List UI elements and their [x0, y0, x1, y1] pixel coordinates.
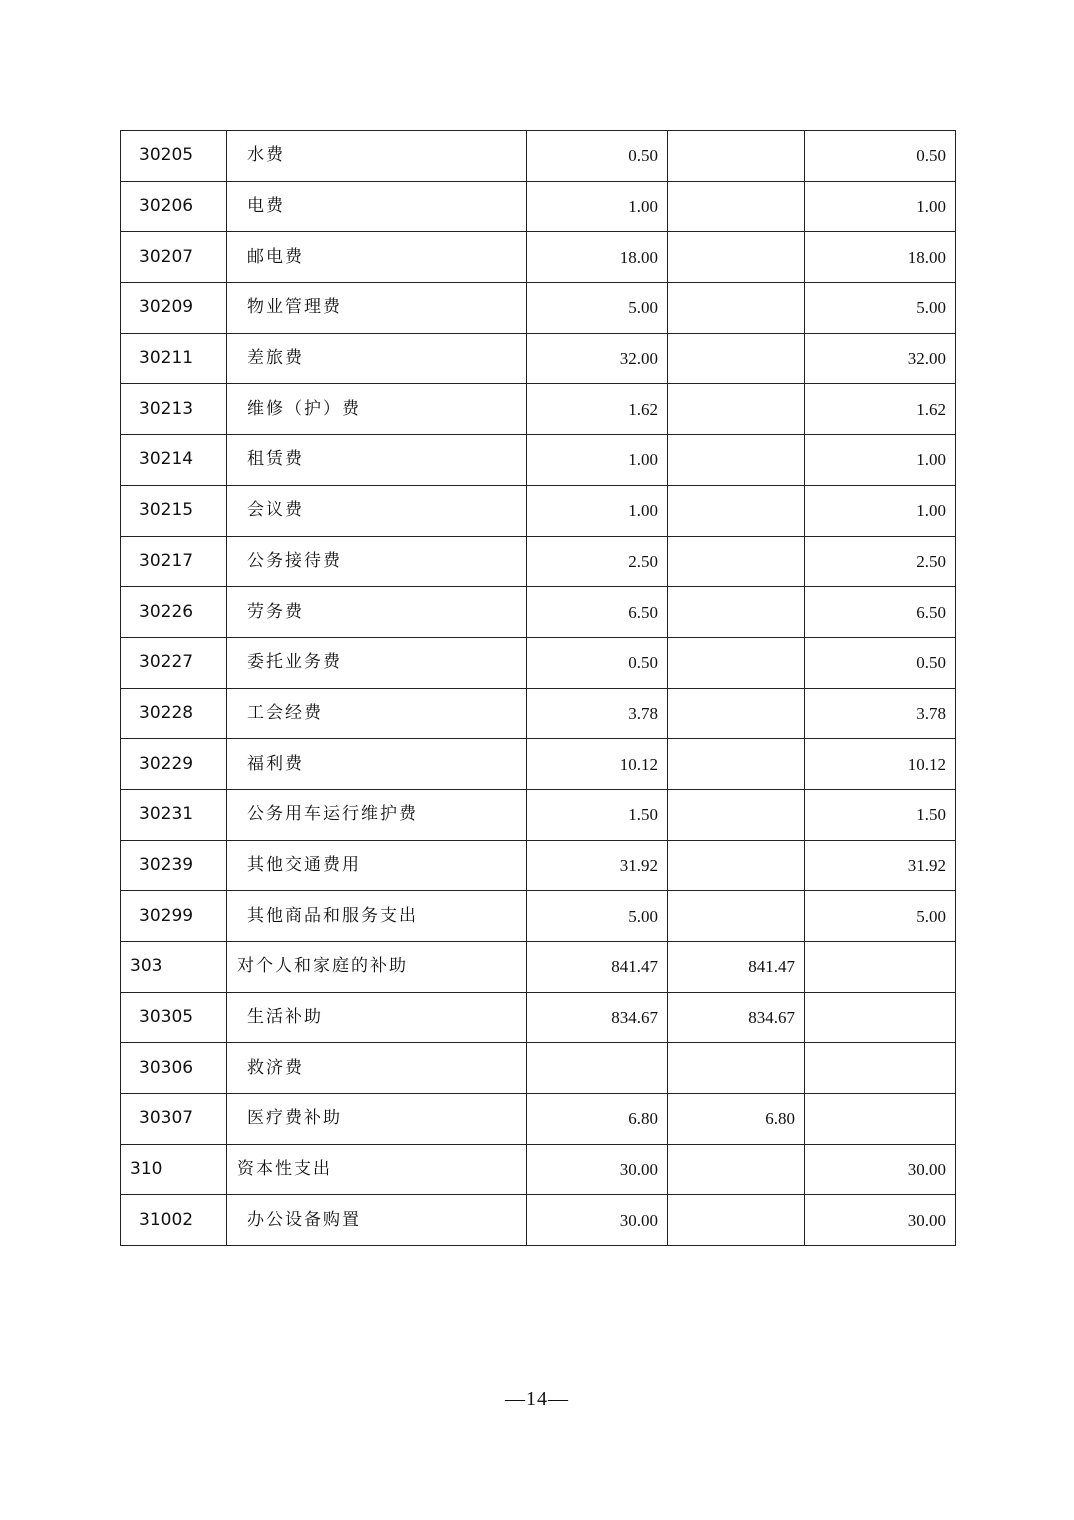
total-amount-cell: 0.50: [527, 637, 668, 688]
total-amount-cell: 841.47: [527, 942, 668, 993]
account-name-cell: 物业管理费: [227, 283, 527, 334]
account-code-cell: 30299: [121, 891, 227, 942]
account-name-cell: 劳务费: [227, 587, 527, 638]
basic-expenditure-cell: [668, 688, 805, 739]
total-amount-cell: 32.00: [527, 333, 668, 384]
total-amount-cell: 6.50: [527, 587, 668, 638]
account-code-cell: 30205: [121, 131, 227, 182]
basic-expenditure-cell: [668, 131, 805, 182]
total-amount-cell: 30.00: [527, 1195, 668, 1246]
table-row: [121, 992, 956, 1043]
account-name-cell: 水费: [227, 131, 527, 182]
basic-expenditure-cell: 841.47: [668, 942, 805, 993]
basic-expenditure-cell: [668, 181, 805, 232]
basic-expenditure-cell: 6.80: [668, 1094, 805, 1145]
table-row: [121, 485, 956, 536]
expenditure-table: [120, 130, 956, 1246]
account-name-cell: 租赁费: [227, 435, 527, 486]
account-code-cell: 30307: [121, 1094, 227, 1145]
project-expenditure-cell: 0.50: [805, 637, 956, 688]
table-row: [121, 1094, 956, 1145]
project-expenditure-cell: 30.00: [805, 1144, 956, 1195]
total-amount-cell: 1.00: [527, 435, 668, 486]
project-expenditure-cell: [805, 992, 956, 1043]
account-code-cell: 31002: [121, 1195, 227, 1246]
account-name-cell: 公务接待费: [227, 536, 527, 587]
project-expenditure-cell: 32.00: [805, 333, 956, 384]
project-expenditure-cell: 6.50: [805, 587, 956, 638]
account-code-cell: 30228: [121, 688, 227, 739]
account-name-cell: 救济费: [227, 1043, 527, 1094]
basic-expenditure-cell: [668, 536, 805, 587]
basic-expenditure-cell: [668, 1144, 805, 1195]
project-expenditure-cell: 31.92: [805, 840, 956, 891]
project-expenditure-cell: 1.00: [805, 485, 956, 536]
account-code-cell: 30211: [121, 333, 227, 384]
account-code-cell: 30226: [121, 587, 227, 638]
project-expenditure-cell: 18.00: [805, 232, 956, 283]
project-expenditure-cell: 1.62: [805, 384, 956, 435]
table-row: [121, 840, 956, 891]
account-code-cell: 303: [121, 942, 227, 993]
total-amount-cell: 10.12: [527, 739, 668, 790]
account-name-cell: 工会经费: [227, 688, 527, 739]
total-amount-cell: 2.50: [527, 536, 668, 587]
project-expenditure-cell: 5.00: [805, 891, 956, 942]
account-name-cell: 邮电费: [227, 232, 527, 283]
account-name-cell: 维修（护）费: [227, 384, 527, 435]
table-row: [121, 891, 956, 942]
total-amount-cell: 1.00: [527, 181, 668, 232]
table-row: [121, 384, 956, 435]
account-code-cell: 30239: [121, 840, 227, 891]
account-code-cell: 30215: [121, 485, 227, 536]
basic-expenditure-cell: [668, 587, 805, 638]
table-row: [121, 283, 956, 334]
account-name-cell: 福利费: [227, 739, 527, 790]
account-name-cell: 会议费: [227, 485, 527, 536]
basic-expenditure-cell: [668, 637, 805, 688]
table-row: [121, 1043, 956, 1094]
project-expenditure-cell: [805, 1094, 956, 1145]
table-row: [121, 637, 956, 688]
table-body: [121, 131, 956, 1246]
project-expenditure-cell: 5.00: [805, 283, 956, 334]
project-expenditure-cell: 1.00: [805, 435, 956, 486]
account-name-cell: 委托业务费: [227, 637, 527, 688]
basic-expenditure-cell: [668, 384, 805, 435]
account-code-cell: 30305: [121, 992, 227, 1043]
account-code-cell: 30217: [121, 536, 227, 587]
basic-expenditure-cell: [668, 739, 805, 790]
account-name-cell: 公务用车运行维护费: [227, 789, 527, 840]
table-row: [121, 333, 956, 384]
total-amount-cell: 834.67: [527, 992, 668, 1043]
account-name-cell: 对个人和家庭的补助: [227, 942, 527, 993]
basic-expenditure-cell: [668, 1195, 805, 1246]
total-amount-cell: 0.50: [527, 131, 668, 182]
basic-expenditure-cell: [668, 789, 805, 840]
basic-expenditure-cell: 834.67: [668, 992, 805, 1043]
account-name-cell: 其他商品和服务支出: [227, 891, 527, 942]
account-code-cell: 30306: [121, 1043, 227, 1094]
total-amount-cell: 18.00: [527, 232, 668, 283]
total-amount-cell: 31.92: [527, 840, 668, 891]
project-expenditure-cell: 2.50: [805, 536, 956, 587]
project-expenditure-cell: 10.12: [805, 739, 956, 790]
project-expenditure-cell: 1.00: [805, 181, 956, 232]
basic-expenditure-cell: [668, 435, 805, 486]
account-name-cell: 电费: [227, 181, 527, 232]
project-expenditure-cell: 0.50: [805, 131, 956, 182]
table-row: [121, 789, 956, 840]
total-amount-cell: 30.00: [527, 1144, 668, 1195]
account-code-cell: 310: [121, 1144, 227, 1195]
basic-expenditure-cell: [668, 1043, 805, 1094]
table-row: [121, 739, 956, 790]
basic-expenditure-cell: [668, 840, 805, 891]
total-amount-cell: 6.80: [527, 1094, 668, 1145]
account-code-cell: 30207: [121, 232, 227, 283]
total-amount-cell: 5.00: [527, 891, 668, 942]
table-row: [121, 131, 956, 182]
total-amount-cell: 1.00: [527, 485, 668, 536]
total-amount-cell: [527, 1043, 668, 1094]
account-name-cell: 医疗费补助: [227, 1094, 527, 1145]
account-code-cell: 30206: [121, 181, 227, 232]
account-code-cell: 30209: [121, 283, 227, 334]
account-code-cell: 30231: [121, 789, 227, 840]
table-row: [121, 181, 956, 232]
project-expenditure-cell: [805, 942, 956, 993]
account-name-cell: 办公设备购置: [227, 1195, 527, 1246]
table-row: [121, 232, 956, 283]
account-code-cell: 30229: [121, 739, 227, 790]
account-name-cell: 资本性支出: [227, 1144, 527, 1195]
account-name-cell: 生活补助: [227, 992, 527, 1043]
project-expenditure-cell: [805, 1043, 956, 1094]
account-code-cell: 30227: [121, 637, 227, 688]
table-row: [121, 1195, 956, 1246]
table-row: [121, 942, 956, 993]
total-amount-cell: 5.00: [527, 283, 668, 334]
total-amount-cell: 3.78: [527, 688, 668, 739]
table-row: [121, 688, 956, 739]
account-code-cell: 30214: [121, 435, 227, 486]
total-amount-cell: 1.62: [527, 384, 668, 435]
project-expenditure-cell: 30.00: [805, 1195, 956, 1246]
account-name-cell: 其他交通费用: [227, 840, 527, 891]
table-row: [121, 1144, 956, 1195]
account-code-cell: 30213: [121, 384, 227, 435]
account-name-cell: 差旅费: [227, 333, 527, 384]
page-number: —14—: [505, 1388, 569, 1410]
project-expenditure-cell: 3.78: [805, 688, 956, 739]
table-row: [121, 587, 956, 638]
basic-expenditure-cell: [668, 485, 805, 536]
basic-expenditure-cell: [668, 232, 805, 283]
basic-expenditure-cell: [668, 333, 805, 384]
total-amount-cell: 1.50: [527, 789, 668, 840]
basic-expenditure-cell: [668, 283, 805, 334]
project-expenditure-cell: 1.50: [805, 789, 956, 840]
basic-expenditure-cell: [668, 891, 805, 942]
table-row: [121, 536, 956, 587]
table-row: [121, 435, 956, 486]
